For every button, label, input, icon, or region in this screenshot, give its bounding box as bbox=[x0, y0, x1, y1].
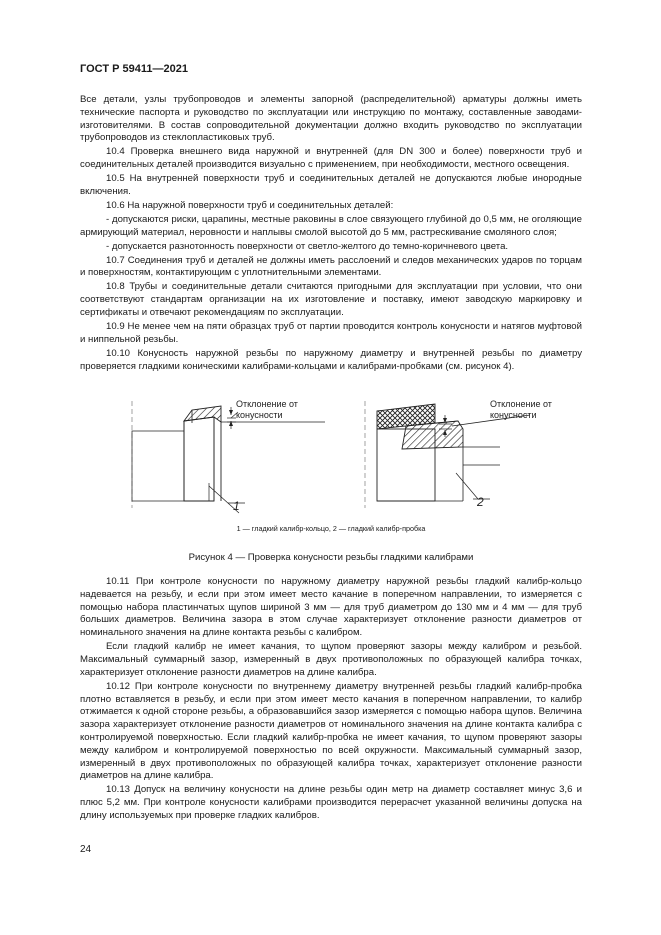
figure-legend: 1 — гладкий калибр-кольцо, 2 — гладкий калибр-пробка bbox=[236, 524, 426, 533]
paragraph: 10.9 Не менее чем на пяти образцах труб от партии проводится контроль конусности и натягов муфтовой и ниппельной резьбы. bbox=[80, 321, 582, 345]
document-header: ГОСТ Р 59411—2021 bbox=[80, 63, 188, 75]
figure-caption: Рисунок 4 — Проверка конусности резьбы гладкими калибрами bbox=[188, 552, 474, 563]
left-gauge-drawing bbox=[132, 401, 325, 513]
paragraph: 10.12 При контроле конусности по внутреннему диаметру внутренней резьбы гладкий калибр-пробка плотно вставляется в резьбу, и если при этом имеет место качания в поперечном направлении, то калибр отжимается к одной стороне резьбы, а образовавшийся зазор измеряется с помощью набора щупов. Величина зазора характеризует отклонение разности диаметров от номинального значения на длине контакта калибра с контролируемой поверхностью. Если гладкий калибр-пробка не имеет качания, то щупом проверяют зазоры между калибром и контролируемой поверхностью по всей окружности. Максимальный суммарный зазор, измеренный в двух противоположных по образующей калибра точках, характеризует отклонение разности диаметров на длине калибра. bbox=[80, 680, 582, 782]
text-block-bottom bbox=[80, 576, 582, 824]
paragraph: Если гладкий калибр не имеет качания, то щупом проверяют зазоры между калибром и резьбой. Максимальный суммарный зазор, измеренный в двух противоположных по образующей калибра точках, характеризует отклонение разности диаметров на длине калибра. bbox=[80, 641, 582, 678]
deviation-label-left: Отклонение от bbox=[236, 399, 298, 409]
page-number: 24 bbox=[80, 844, 92, 855]
callout-2: 2 bbox=[477, 495, 484, 509]
callout-1: 1 bbox=[233, 499, 240, 513]
paragraph: 10.8 Трубы и соединительные детали считаются пригодными для эксплуатации при условии, что они соответствуют стандартам организации на их изготовление и поставку, имеют заводскую маркировку и сертификаты и отвечают рекомендациям по эксплуатации. bbox=[80, 281, 582, 319]
deviation-label-right: конусности bbox=[490, 410, 537, 420]
paragraph: Все детали, узлы трубопроводов и элементы запорной (распределительной) арматуры должны иметь технические паспорта и руководство по эксплуатации или инструкцию по монтажу, составленные заводами-изготовителями. В состав сопроводительной документации должно входить руководство по эксплуатации трубопроводов из стеклопластиковых труб. bbox=[80, 94, 582, 144]
deviation-label-left: конусности bbox=[236, 410, 283, 420]
deviation-label-right: Отклонение от bbox=[490, 399, 552, 409]
paragraph: - допускаются риски, царапины, местные раковины в слое связующего глубиной до 0,5 мм, не оголяющие армирующий материал, неровности и наплывы смолой высотой до 5 мм, растрескивание смоляного слоя; bbox=[80, 213, 582, 238]
figure-drawing bbox=[80, 393, 582, 523]
paragraph: 10.5 На внутренней поверхности труб и соединительных деталей не допускаются любые инородные включения. bbox=[80, 173, 582, 197]
figure-4 bbox=[80, 393, 582, 523]
paragraph: 10.11 При контроле конусности по наружному диаметру наружной резьбы гладкий калибр-кольцо надевается на резьбу, и если при этом имеет место качание в поперечном направлении, то измеряется с помощью набора пластинчатых щупов шириной 3 мм — для труб диаметром до 130 мм и 4 мм — для труб больших диаметров. Величина зазора в этом случае характеризует отклонение разности диаметров от номинального значения на длине контакта резьбы с калибром. bbox=[80, 576, 582, 639]
text-block-top bbox=[80, 94, 582, 375]
paragraph: 10.4 Проверка внешнего вида наружной и внутренней (для DN 300 и более) поверхности труб и соединительных деталей производится визуально с применением, при необходимости, местного освещения. bbox=[80, 146, 582, 171]
paragraph: 10.13 Допуск на величину конусности на длине резьбы один метр на диаметр составляет минус 3,6 и плюс 5,2 мм. При контроле конусности калибрами производится перерасчет указанной величины допуска на длину используемых при проверке гладких калибров. bbox=[80, 784, 582, 821]
paragraph: - допускается разнотонность поверхности от светло-желтого до темно-коричневого цвета. bbox=[106, 240, 509, 252]
paragraph: 10.7 Соединения труб и деталей не должны иметь расслоений и следов механических ударов по торцам и поверхностям, контактирующим с уплотнительными элементами. bbox=[80, 254, 582, 279]
paragraph: 10.6 На наружной поверхности труб и соединительных деталей: bbox=[106, 199, 394, 211]
paragraph: 10.10 Конусность наружной резьбы по наружному диаметру и внутренней резьбы по диаметру проверяется гладкими коническими калибрами-кольцами и калибрами-пробками (см. рисунок 4). bbox=[80, 347, 582, 372]
